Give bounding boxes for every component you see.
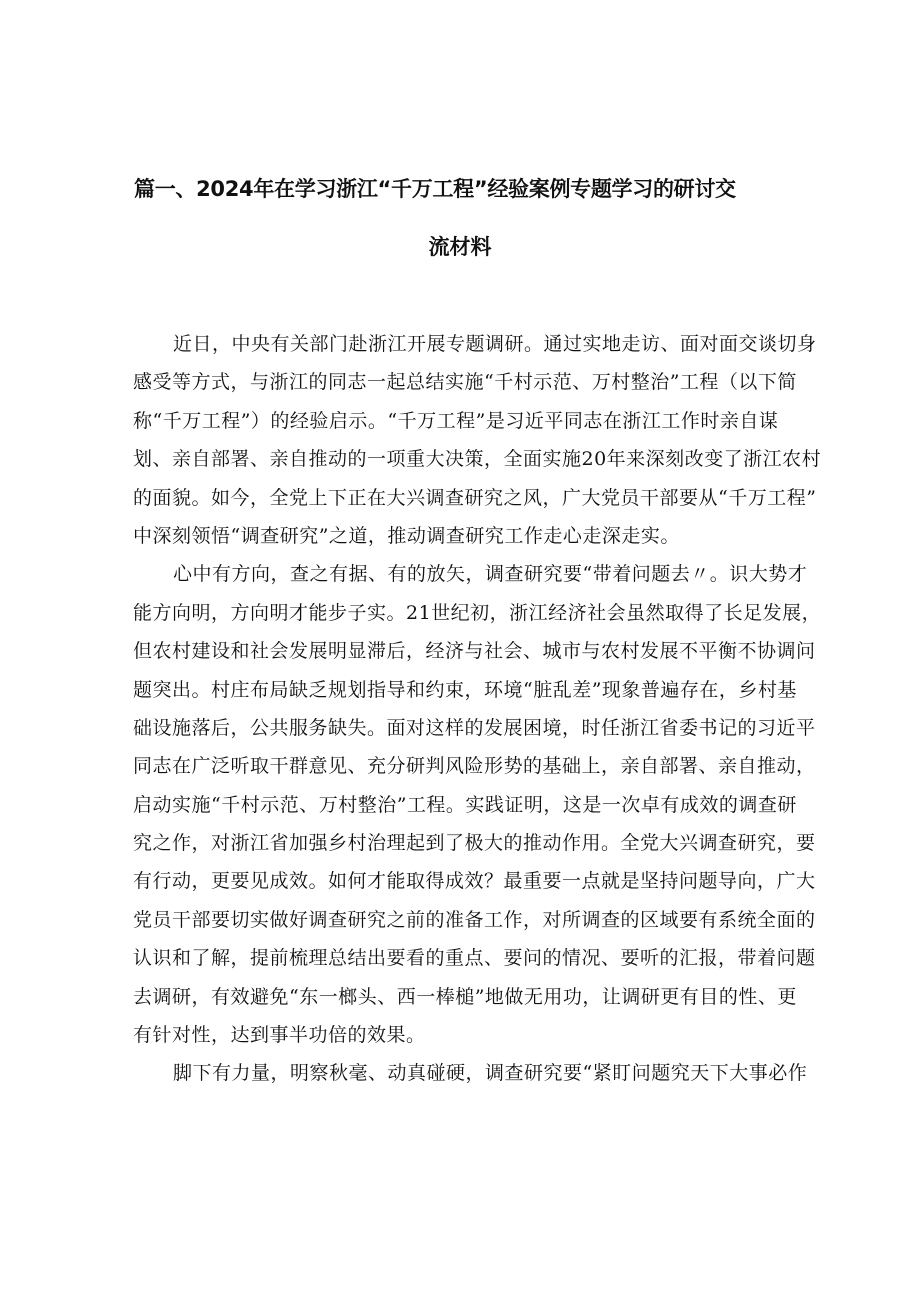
paragraph-line: 题突出。村庄布局缺乏规划指导和约束，环境“脏乱差”现象普遍存在，乡村基 bbox=[133, 678, 797, 701]
paragraph-line: 感受等方式，与浙江的同志一起总结实施“千村示范、万村整治”工程（以下简 bbox=[133, 371, 797, 394]
document-title-line-2: 流材料 bbox=[428, 235, 492, 259]
paragraph-line: 中深刻领悟“调查研究”之道，推动调查研究工作走心走深走实。 bbox=[133, 524, 680, 547]
paragraph-line: 近日，中央有关部门赴浙江开展专题调研。通过实地走访、面对面交谈切身 bbox=[173, 333, 817, 355]
paragraph-line: 础设施落后，公共服务缺失。面对这样的发展困境，时任浙江省委书记的习近平 bbox=[133, 716, 816, 739]
document-title-line-1: 篇一、2024年在学习浙江“千万工程”经验案例专题学习的研讨交 bbox=[134, 177, 736, 201]
paragraph-line: 去调研，有效避免“东一榔头、西一棒槌”地做无用功，让调研更有目的性、更 bbox=[133, 985, 797, 1008]
paragraph-1 bbox=[133, 325, 822, 555]
paragraph-line: 脚下有力量，明察秋毫、动真碰硬，调查研究要“紧盯问题究天下大事必作 bbox=[173, 1062, 808, 1085]
paragraph-line: 同志在广泛听取干群意见、充分研判风险形势的基础上，亲自部署、亲自推动， bbox=[133, 755, 816, 778]
paragraph-3 bbox=[133, 1054, 808, 1092]
paragraph-line: 认识和了解，提前梳理总结出要看的重点、要问的情况、要听的汇报，带着问题 bbox=[133, 947, 816, 970]
paragraph-line: 但农村建设和社会发展明显滞后，经济与社会、城市与农村发展不平衡不协调问 bbox=[133, 640, 816, 663]
paragraph-line: 有针对性，达到事半功倍的效果。 bbox=[133, 1024, 426, 1047]
document-body bbox=[133, 325, 822, 1093]
paragraph-2 bbox=[133, 555, 822, 1054]
paragraph-line: 能方向明，方向明才能步子实。21世纪初，浙江经济社会虽然取得了长足发展， bbox=[133, 601, 822, 624]
paragraph-line: 心中有方向，查之有据、有的放矢，调查研究要“带着问题去〃。识大势才 bbox=[173, 563, 808, 586]
paragraph-line: 划、亲自部署、亲自推动的一项重大决策，全面实施20年来深刻改变了浙江农村 bbox=[133, 448, 822, 471]
paragraph-line: 党员干部要切实做好调查研究之前的准备工作，对所调查的区域要有系统全面的 bbox=[133, 908, 816, 931]
paragraph-line: 启动实施“千村示范、万村整治”工程。实践证明，这是一次卓有成效的调查研 bbox=[133, 793, 797, 816]
paragraph-line: 究之作，对浙江省加强乡村治理起到了极大的推动作用。全党大兴调查研究，要 bbox=[133, 832, 816, 855]
paragraph-line: 有行动，更要见成效。如何才能取得成效？最重要一点就是坚持问题导向，广大 bbox=[133, 870, 816, 893]
paragraph-line: 称“千万工程”）的经验启示。“千万工程”是习近平同志在浙江工作时亲自谋 bbox=[133, 409, 779, 432]
paragraph-line: 的面貌。如今，全党上下正在大兴调查研究之风，广大党员干部要从“千万工程” bbox=[133, 486, 817, 509]
